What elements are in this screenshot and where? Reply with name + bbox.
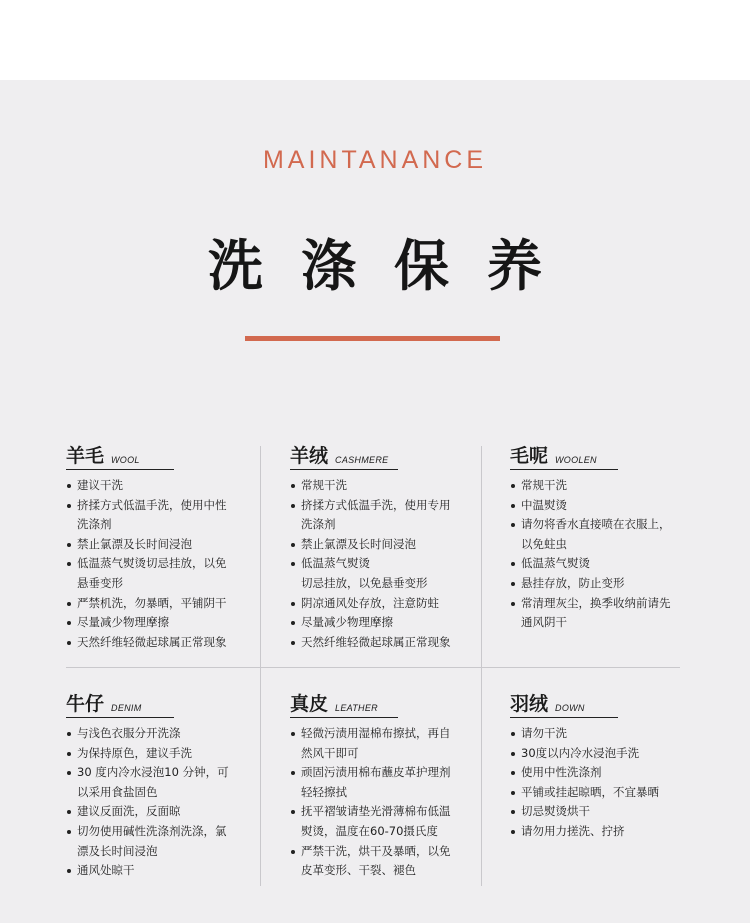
care-item-continuation: 切忌挂放，以免悬垂变形 — [301, 575, 428, 590]
care-item: 中温熨烫 — [510, 496, 710, 516]
care-item-continuation: 然风干即可 — [301, 745, 359, 760]
english-title: MAINTANANCE — [262, 146, 488, 174]
card-title-en: WOOLEN — [555, 455, 597, 465]
care-item: 切勿使用碱性洗涤剂洗涤，氯 — [66, 822, 266, 842]
card-heading — [510, 442, 618, 470]
care-item: 低温蒸气熨烫切忌挂放，以免 — [66, 554, 266, 574]
care-item: 与浅色衣服分开洗涤 — [66, 724, 266, 744]
care-item: 请勿将香水直接喷在衣服上， — [510, 515, 710, 535]
card-title-cn: 羽绒 — [510, 693, 549, 715]
care-item-continuation: 漂及长时间浸泡 — [77, 843, 158, 858]
care-list — [510, 724, 710, 842]
care-item: 低温蒸气熨烫 — [290, 554, 490, 574]
card-title-en: WOOL — [111, 455, 140, 465]
care-card-cashmere — [290, 442, 490, 652]
care-item: 禁止氯漂及长时间浸泡 — [290, 535, 490, 555]
card-title-cn: 真皮 — [290, 693, 329, 715]
care-card-down — [510, 690, 710, 842]
card-title-cn: 牛仔 — [66, 693, 105, 715]
card-title-en: DENIM — [111, 703, 142, 713]
card-title-cn: 毛呢 — [510, 445, 549, 467]
care-card-denim — [66, 690, 266, 881]
care-item: 通风处晾干 — [66, 861, 266, 881]
care-item-continuation: 洗涤剂 — [77, 517, 112, 532]
care-item: 天然纤维轻微起球属正常现象 — [66, 633, 266, 653]
care-item-continuation: 皮革变形、干裂、褪色 — [301, 863, 416, 878]
care-item: 请勿干洗 — [510, 724, 710, 744]
card-heading — [510, 690, 618, 718]
care-item-continuation: 轻轻擦拭 — [301, 784, 347, 799]
title-underline — [245, 336, 500, 341]
row-divider — [66, 667, 680, 668]
card-heading — [66, 690, 174, 718]
care-list — [66, 476, 266, 652]
care-list — [510, 476, 710, 633]
care-item: 低温蒸气熨烫 — [510, 554, 710, 574]
care-item: 顽固污渍用棉布蘸皮革护理剂 — [290, 763, 490, 783]
care-item: 严禁机洗，勿暴晒，平铺阴干 — [66, 594, 266, 614]
care-item: 挤揉方式低温手洗，使用专用 — [290, 496, 490, 516]
care-item: 禁止氯漂及长时间浸泡 — [66, 535, 266, 555]
care-item: 30 度内冷水浸泡10 分钟，可 — [66, 763, 266, 783]
care-list — [290, 724, 490, 881]
care-item: 尽量减少物理摩擦 — [290, 613, 490, 633]
care-item: 使用中性洗涤剂 — [510, 763, 710, 783]
care-item: 切忌熨烫烘干 — [510, 802, 710, 822]
care-item: 请勿用力搓洗、拧挤 — [510, 822, 710, 842]
care-item: 平铺或挂起晾晒，不宜暴晒 — [510, 783, 710, 803]
care-item-continuation: 悬垂变形 — [77, 575, 123, 590]
care-item: 常规干洗 — [290, 476, 490, 496]
care-item-continuation: 通风阴干 — [521, 615, 567, 630]
care-item: 抚平褶皱请垫光滑薄棉布低温 — [290, 802, 490, 822]
care-item: 严禁干洗，烘干及暴晒，以免 — [290, 842, 490, 862]
card-title-cn: 羊毛 — [66, 445, 105, 467]
card-title-en: CASHMERE — [335, 455, 389, 465]
care-item-continuation: 以采用食盐固色 — [77, 784, 158, 799]
card-title-en: DOWN — [555, 703, 585, 713]
card-heading — [290, 442, 398, 470]
care-list — [290, 476, 490, 652]
care-item: 天然纤维轻微起球属正常现象 — [290, 633, 490, 653]
card-title-cn: 羊绒 — [290, 445, 329, 467]
care-item: 为保持原色，建议手洗 — [66, 744, 266, 764]
care-item: 建议反面洗，反面晾 — [66, 802, 266, 822]
care-item: 阴凉通风处存放，注意防蛀 — [290, 594, 490, 614]
care-item: 悬挂存放，防止变形 — [510, 574, 710, 594]
care-item: 挤揉方式低温手洗，使用中性 — [66, 496, 266, 516]
care-item: 常清理灰尘，换季收纳前请先 — [510, 594, 710, 614]
care-list — [66, 724, 266, 881]
care-item-continuation: 以免蛀虫 — [521, 536, 567, 551]
care-item: 30度以内冷水浸泡手洗 — [510, 744, 710, 764]
care-card-leather — [290, 690, 490, 881]
care-item: 建议干洗 — [66, 476, 266, 496]
care-card-wool — [66, 442, 266, 652]
care-item: 常规干洗 — [510, 476, 710, 496]
care-item-continuation: 洗涤剂 — [301, 517, 336, 532]
card-title-en: LEATHER — [335, 703, 378, 713]
care-card-woolen — [510, 442, 710, 633]
card-heading — [290, 690, 398, 718]
card-heading — [66, 442, 174, 470]
care-item: 尽量减少物理摩擦 — [66, 613, 266, 633]
care-item: 轻微污渍用湿棉布擦拭，再自 — [290, 724, 490, 744]
chinese-title: 洗涤保养 — [207, 234, 580, 298]
care-item-continuation: 熨烫，温度在60-70摄氏度 — [301, 823, 438, 838]
